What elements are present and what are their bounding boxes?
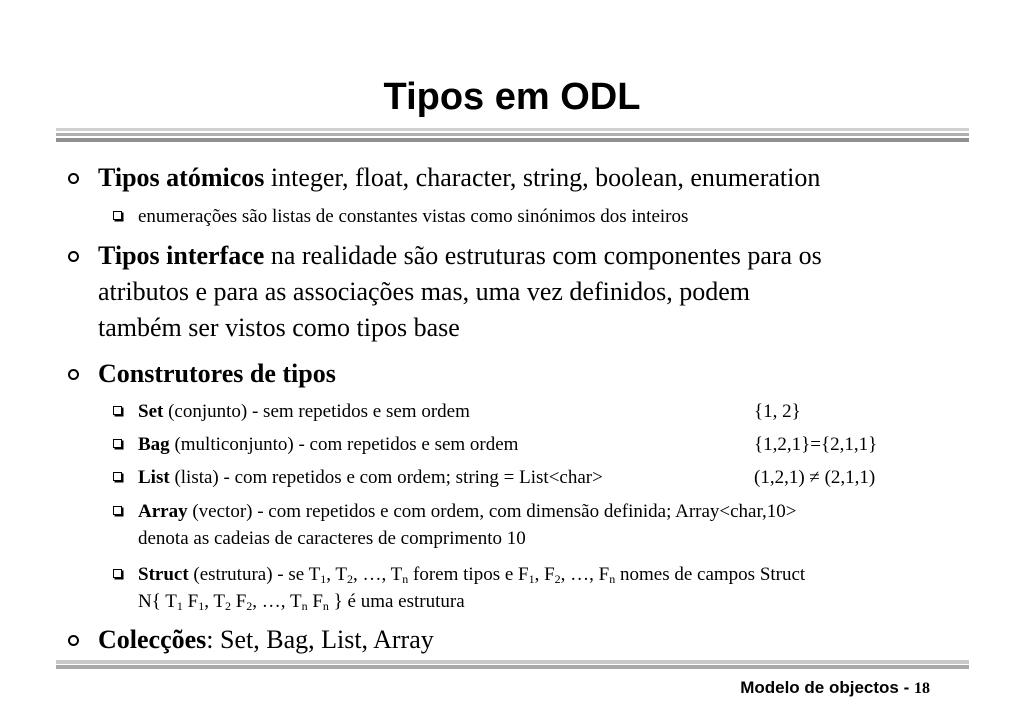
type-example: (1,2,1) ≠ (2,1,1) <box>754 467 876 488</box>
circle-bullet-icon <box>68 635 79 646</box>
struct-text: , …, <box>252 591 290 612</box>
struct-text: , <box>534 564 545 585</box>
bullet-heading: Tipos atómicos <box>98 163 265 192</box>
type-name: Array <box>138 501 188 522</box>
type-description: (vector) - com repetidos e com ordem, com dimensão definida; Array<char,10> <box>187 501 797 522</box>
bullet-heading: Tipos interface <box>98 241 265 270</box>
type-description: (multiconjunto) - com repetidos e sem ordem <box>169 434 519 455</box>
type-example: {1,2,1}={2,1,1} <box>754 434 878 455</box>
subscript: 2 <box>554 572 561 586</box>
type-name: Bag <box>138 434 170 455</box>
type-description-line2: denota as cadeias de caracteres de comprimento 10 <box>138 528 526 549</box>
sub-bullet-array <box>138 498 968 552</box>
type-description: (conjunto) - sem repetidos e sem ordem <box>163 401 470 422</box>
square-bullet-icon <box>113 406 122 415</box>
sub-bullet-struct <box>138 561 968 615</box>
footer-label: Modelo de objectos - <box>740 678 914 697</box>
subscript: n <box>402 572 409 586</box>
title-divider <box>56 128 969 142</box>
struct-text: , …, <box>560 564 599 585</box>
struct-text: (estrutura) - se T <box>188 564 321 585</box>
subscript: n <box>322 599 329 613</box>
struct-text: T <box>390 564 403 585</box>
subscript: 2 <box>246 599 253 613</box>
circle-bullet-icon <box>68 369 79 380</box>
type-description: (lista) - com repetidos e com ordem; string = List<char> <box>169 467 603 488</box>
bullet-atomic-types <box>98 160 968 196</box>
struct-text: N{ T <box>138 591 177 612</box>
struct-text: , <box>204 591 214 612</box>
subscript: 1 <box>198 599 205 613</box>
bullet-text: na realidade são estruturas com componentes para os <box>264 241 822 270</box>
bullet-text-line2: atributos e para as associações mas, uma vez definidos, podem <box>98 277 750 306</box>
page-number: 18 <box>914 680 930 697</box>
bullet-collections <box>98 622 968 658</box>
bullet-interface-types <box>98 238 968 346</box>
subscript: 2 <box>346 572 353 586</box>
sub-bullet-bag <box>138 431 968 458</box>
bullet-heading: Colecções <box>98 625 207 654</box>
sub-bullet-enumerations <box>138 203 968 230</box>
struct-text: , <box>326 564 336 585</box>
subscript: 1 <box>528 572 535 586</box>
bullet-text-line3: também ser vistos como tipos base <box>98 313 460 342</box>
struct-text: nomes de campos Struct <box>615 564 806 585</box>
square-bullet-icon <box>113 569 122 578</box>
struct-text: F <box>598 564 610 585</box>
type-example: {1, 2} <box>754 401 801 422</box>
bullet-text: : Set, Bag, List, Array <box>206 625 434 654</box>
square-bullet-icon <box>113 506 122 515</box>
struct-text: F <box>312 591 323 612</box>
struct-text: T <box>213 591 225 612</box>
subscript: n <box>609 572 616 586</box>
struct-text: } é uma estrutura <box>328 591 465 612</box>
type-name: List <box>138 467 170 488</box>
bullet-heading: Construtores de tipos <box>98 359 336 388</box>
footer-divider <box>56 660 969 669</box>
bullet-type-constructors <box>98 356 968 392</box>
slide-title: Tipos em ODL <box>383 76 641 118</box>
square-bullet-icon <box>113 472 122 481</box>
struct-text: T <box>289 591 302 612</box>
circle-bullet-icon <box>68 251 79 262</box>
sub-bullet-list <box>138 464 968 491</box>
subscript: 1 <box>320 572 327 586</box>
subscript: n <box>301 599 308 613</box>
sub-bullet-text: enumerações são listas de constantes vistas como sinónimos dos inteiros <box>138 206 689 227</box>
bullet-text: integer, float, character, string, boolean, enumeration <box>264 163 821 192</box>
circle-bullet-icon <box>68 173 79 184</box>
struct-text: F <box>235 591 247 612</box>
type-name: Struct <box>138 564 189 585</box>
subscript: 2 <box>224 599 231 613</box>
square-bullet-icon <box>113 439 122 448</box>
struct-text: , …, <box>352 564 391 585</box>
type-name: Set <box>138 401 164 422</box>
slide-footer <box>0 677 930 700</box>
sub-bullet-set <box>138 398 968 425</box>
struct-text: T <box>335 564 347 585</box>
subscript: 1 <box>176 599 183 613</box>
struct-text: F <box>187 591 199 612</box>
struct-text: F <box>544 564 555 585</box>
struct-text: forem tipos e F <box>408 564 529 585</box>
square-bullet-icon <box>113 211 122 220</box>
